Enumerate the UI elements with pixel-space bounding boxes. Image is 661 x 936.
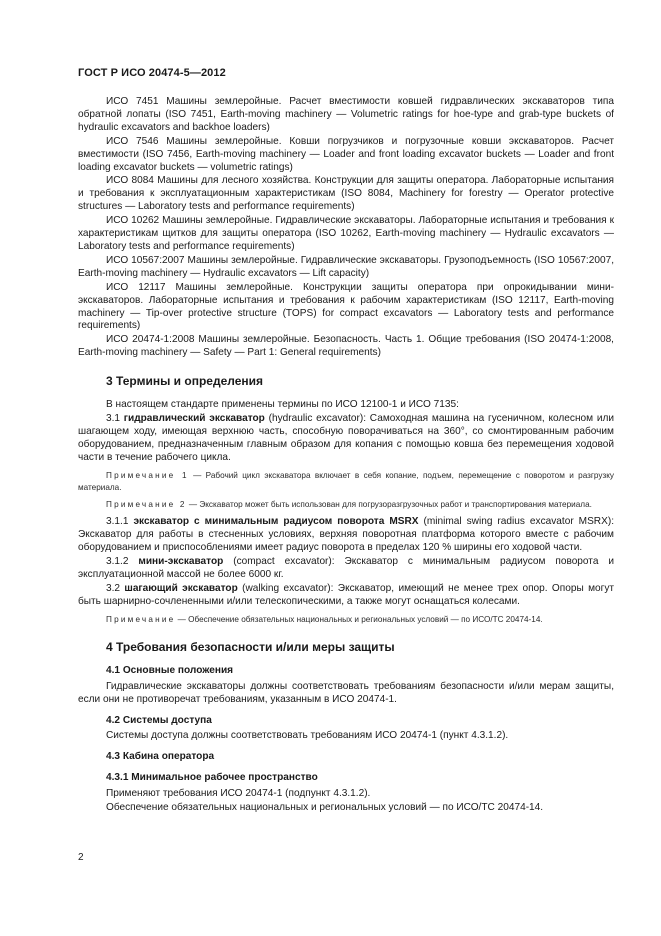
term-3-1 [78,413,614,465]
subsection-4-3-1-title: 4.3.1 Минимальное рабочее пространство [106,772,318,784]
term-number: 3.1.2 [106,555,139,567]
term-definition: (minimal swing radius excavator MSRX): Экскаватор для работы в стесненных условиях, верхняя поворотная платформа которого вместе с рабочим оборудованием и приспособлениями имеет радиус поворота в пределах 120 % ширины его ходовой части. [78,516,614,554]
term-number: 3.1.1 [106,516,134,528]
reference-iso-12117: ИСО 12117 Машины землеройные. Конструкции защиты оператора при опрокидывании мини-экскаваторов. Лабораторные испытания и требования к рабочим характеристикам (ISO 12117, Earth-moving machinery — Tip-over protective structure (TOPS) for compact excavators — Laboratory tests and performance requirements) [78,281,614,332]
term-number: 3.2 [106,582,125,594]
term-name: экскаватор с минимальным радиусом поворота MSRX [133,516,419,528]
subsection-4-3-1-text-2: Обеспечение обязательных национальных и региональных условий — по ИСО/ТС 20474-14. [106,802,544,814]
note-2 [78,499,614,511]
term-definition: (walking excavator): Экскаватор, имеющий не менее трех опор. Опоры могут быть шарнирно-сочлененными и/или телескопическими, а также могут оснащаться колесами. [78,582,614,607]
section-3-title: 3 Термины и определения [106,374,264,389]
document-header: ГОСТ Р ИСО 20474-5—2012 [78,67,226,79]
term-definition: (hydraulic excavator): Самоходная машина на гусеничном, колесном или шагающем ходу, имеющая верхнюю часть, способную поворачиваться на 360°, со смонтированным рабочим оборудованием, предназначенным главным образом для копания с помощью ковша без перемещения ходовой части в течение рабочего цикла. [78,413,614,463]
reference-iso-7451: ИСО 7451 Машины землеройные. Расчет вместимости ковшей гидравлических экскаваторов типа обратной лопаты (ISO 7451, Earth-moving machinery — Volumetric ratings for hoe-type and grab-type buckets of hydraulic excavators and backhoe loaders) [78,96,614,133]
reference-iso-10262: ИСО 10262 Машины землеройные. Гидравлические экскаваторы. Лабораторные испытания и требования к характеристикам щитков для защиты оператора (ISO 10262, Earth-moving machinery — Hydraulic excavators — Laboratory tests and performance requirements) [78,215,614,252]
note-text: — Рабочий цикл экскаватора включает в себя копание, подъем, перемещение с поворотом и разгрузку материала. [78,470,614,492]
subsection-4-2-title: 4.2 Системы доступа [106,714,212,726]
reference-iso-10567: ИСО 10567:2007 Машины землеройные. Гидравлические экскаваторы. Грузоподъемность (ISO 10567:2007, Earth-moving machinery — Hydraulic excavators — Lift capacity) [78,254,614,279]
note-label: Примечание [106,614,176,624]
note-label: Примечание 2 [106,500,187,510]
note-label: Примечание 1 [106,470,189,480]
term-3-1-2 [78,556,614,582]
note-text: — Экскаватор может быть использован для погрузоразгрузочных работ и транспортирования материала. [186,500,592,510]
subsection-4-1-text: Гидравлические экскаваторы должны соответствовать требованиям безопасности и/или мерам защиты, если они не противоречат требованиям, указанным в ИСО 20474-1. [78,680,614,705]
document-body [78,96,614,816]
section-4-title: 4 Требования безопасности и/или меры защиты [106,639,395,654]
note-text: — Обеспечение обязательных национальных и региональных условий — по ИСО/ТС 20474-14. [175,614,543,624]
subsection-4-2-text: Системы доступа должны соответствовать требованиям ИСО 20474-1 (пункт 4.3.1.2). [106,730,509,742]
term-definition: (compact excavator): Экскаватор с минимальным радиусом поворота и эксплуатационной массой не более 6000 кг. [78,555,614,580]
subsection-4-1-title: 4.1 Основные положения [106,664,234,676]
subsection-4-3-1-text-1: Применяют требования ИСО 20474-1 (подпункт 4.3.1.2). [106,788,371,800]
page-number: 2 [78,852,84,863]
subsection-4-3-title: 4.3 Кабина оператора [106,751,215,763]
term-name: мини-экскаватор [138,555,224,567]
term-3-1-1 [78,516,614,555]
note-3 [78,614,614,626]
term-3-2 [78,583,614,609]
term-name: гидравлический экскаватор [123,413,265,425]
term-name: шагающий экскаватор [124,582,238,594]
reference-iso-8084: ИСО 8084 Машины для лесного хозяйства. Конструкции для защиты оператора. Лабораторные испытания и требования к эксплуатационным характеристикам (ISO 8084, Machinery for forestry — Operator protective structures — Laboratory tests and performance requirements) [78,175,614,213]
section-3-intro: В настоящем стандарте применены термины по ИСО 12100-1 и ИСО 7135: [106,399,459,411]
term-number: 3.1 [106,413,124,425]
note-1 [78,470,614,494]
reference-iso-20474-1: ИСО 20474-1:2008 Машины землеройные. Безопасность. Часть 1. Общие требования (ISO 20474-1:2008, Earth-moving machinery — Safety — Part 1: General requirements) [78,334,614,359]
reference-iso-7546: ИСО 7546 Машины землеройные. Ковши погрузчиков и погрузочные ковши экскаваторов. Расчет вместимости (ISO 7456, Earth-moving machinery — Loader and front loading excavator buckets — Loader and front loading excavator buckets — volumetric ratings) [78,135,614,173]
